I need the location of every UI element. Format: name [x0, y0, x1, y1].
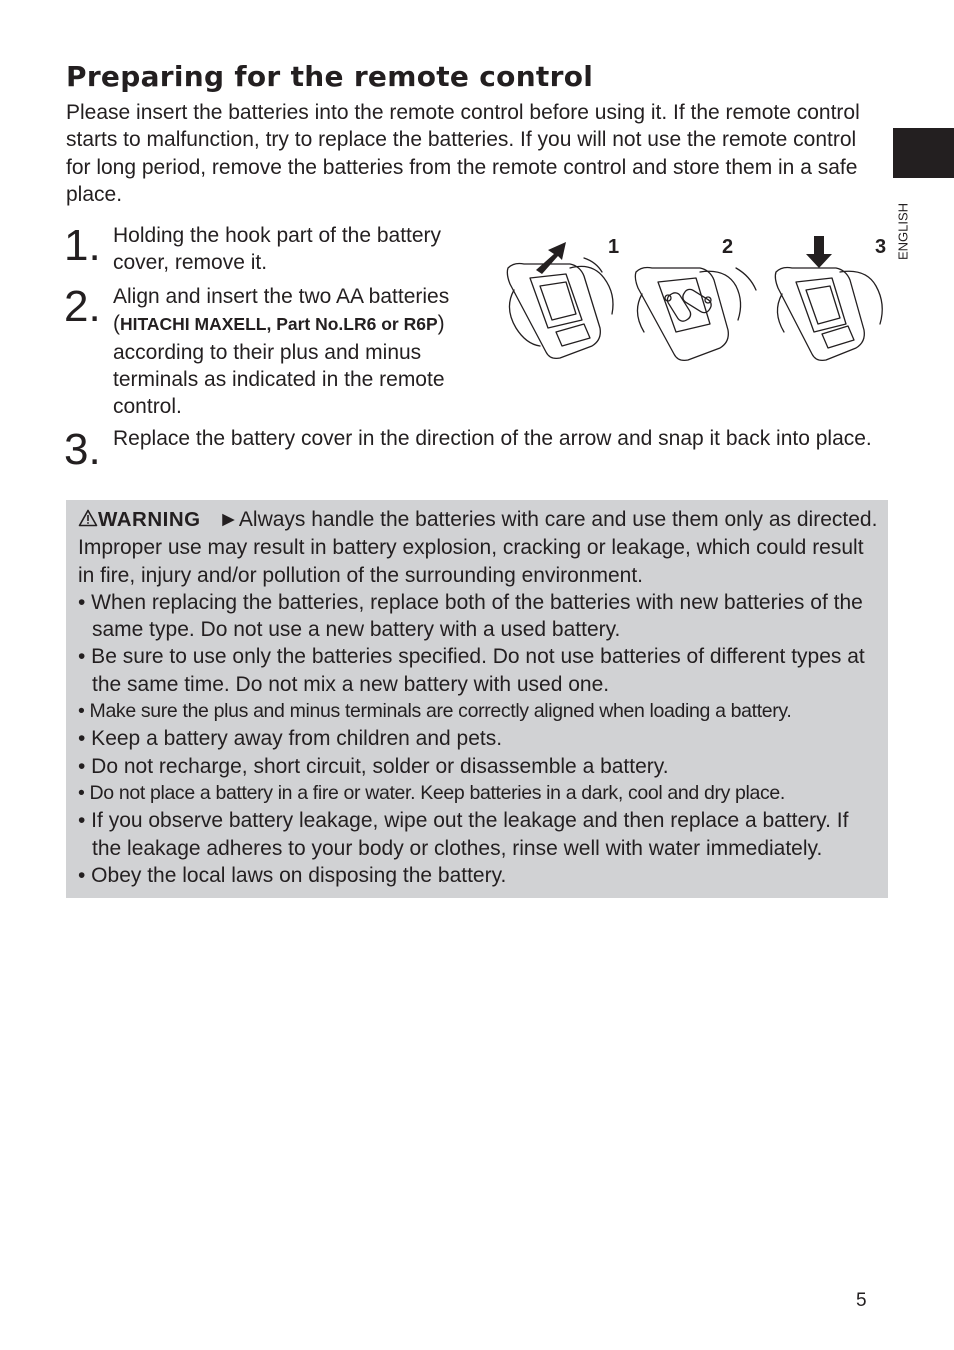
- warning-item: • If you observe battery leakage, wipe out the leakage and then replace a battery. If the leakage adheres to your body or clothes, rinse well with water immediately.: [78, 809, 849, 860]
- arrow-up-left-icon: [536, 242, 566, 274]
- remote-battery-drawing: [500, 228, 895, 368]
- warning-item: • Obey the local laws on disposing the battery.: [78, 863, 507, 887]
- warning-item: • Do not recharge, short circuit, solder or disassemble a battery.: [78, 754, 669, 778]
- warning-heading: WARNING: [98, 508, 201, 531]
- warning-item: • Be sure to use only the batteries specified. Do not use batteries of different types at the same time. Do not mix a new battery with used one.: [78, 645, 865, 696]
- step-2-text: [113, 283, 498, 420]
- step-2-text-after: ) according to their plus and minus terminals as indicated in the remote control.: [113, 312, 445, 419]
- figure-label-1: 1: [608, 236, 620, 258]
- page-number: 5: [856, 1290, 867, 1311]
- warning-lead-paragraph: [78, 506, 878, 589]
- battery-illustration: [500, 228, 895, 368]
- figure-label-2: 2: [722, 236, 734, 258]
- step-2-number: 2.: [64, 282, 101, 331]
- page-title: Preparing for the remote control: [66, 60, 594, 93]
- warning-lead: Always handle the batteries with care and use them only as directed. Improper use may result in battery explosion, cracking or leakage, which could result in fire, injury and/or pollution of the surrounding environment.: [78, 508, 878, 587]
- step-1-text: Holding the hook part of the battery cover, remove it.: [113, 224, 442, 275]
- remote-panel-2: [635, 268, 756, 361]
- intro-paragraph: Please insert the batteries into the remote control before using it. If the remote control starts to malfunction, try to replace the batteries. If you will not use the remote control for long period, remove the batteries from the remote control and store them in a safe place.: [66, 101, 860, 206]
- pointer-arrow-icon: ►: [218, 508, 239, 531]
- warning-item: • When replacing the batteries, replace both of the batteries with new batteries of the same type. Do not use a new battery with a used battery.: [78, 590, 863, 642]
- warning-triangle-icon: [78, 507, 98, 534]
- warning-item: • Keep a battery away from children and pets.: [78, 727, 503, 751]
- warning-item: • Make sure the plus and minus terminals are correctly aligned when loading a battery.: [78, 700, 792, 723]
- remote-panel-3: [775, 268, 882, 361]
- step-2-text-before: Align and insert the two AA batteries (: [113, 285, 450, 336]
- step-1-number: 1.: [64, 221, 101, 270]
- remote-panel-1: [507, 258, 613, 358]
- figure-label-3: 3: [875, 236, 887, 258]
- warning-content: [78, 506, 878, 889]
- arrow-down-icon: [806, 236, 832, 268]
- step-3-number: 3.: [64, 425, 101, 474]
- step-3-text: Replace the battery cover in the direction of the arrow and snap it back into place.: [113, 427, 872, 450]
- language-tab-marker: [893, 128, 954, 178]
- battery-part-number: HITACHI MAXELL, Part No.LR6 or R6P: [120, 314, 438, 335]
- warning-item: • Do not place a battery in a fire or water. Keep batteries in a dark, cool and dry place.: [78, 781, 785, 804]
- language-tab-label: ENGLISH: [895, 202, 911, 260]
- warning-list: [78, 589, 878, 889]
